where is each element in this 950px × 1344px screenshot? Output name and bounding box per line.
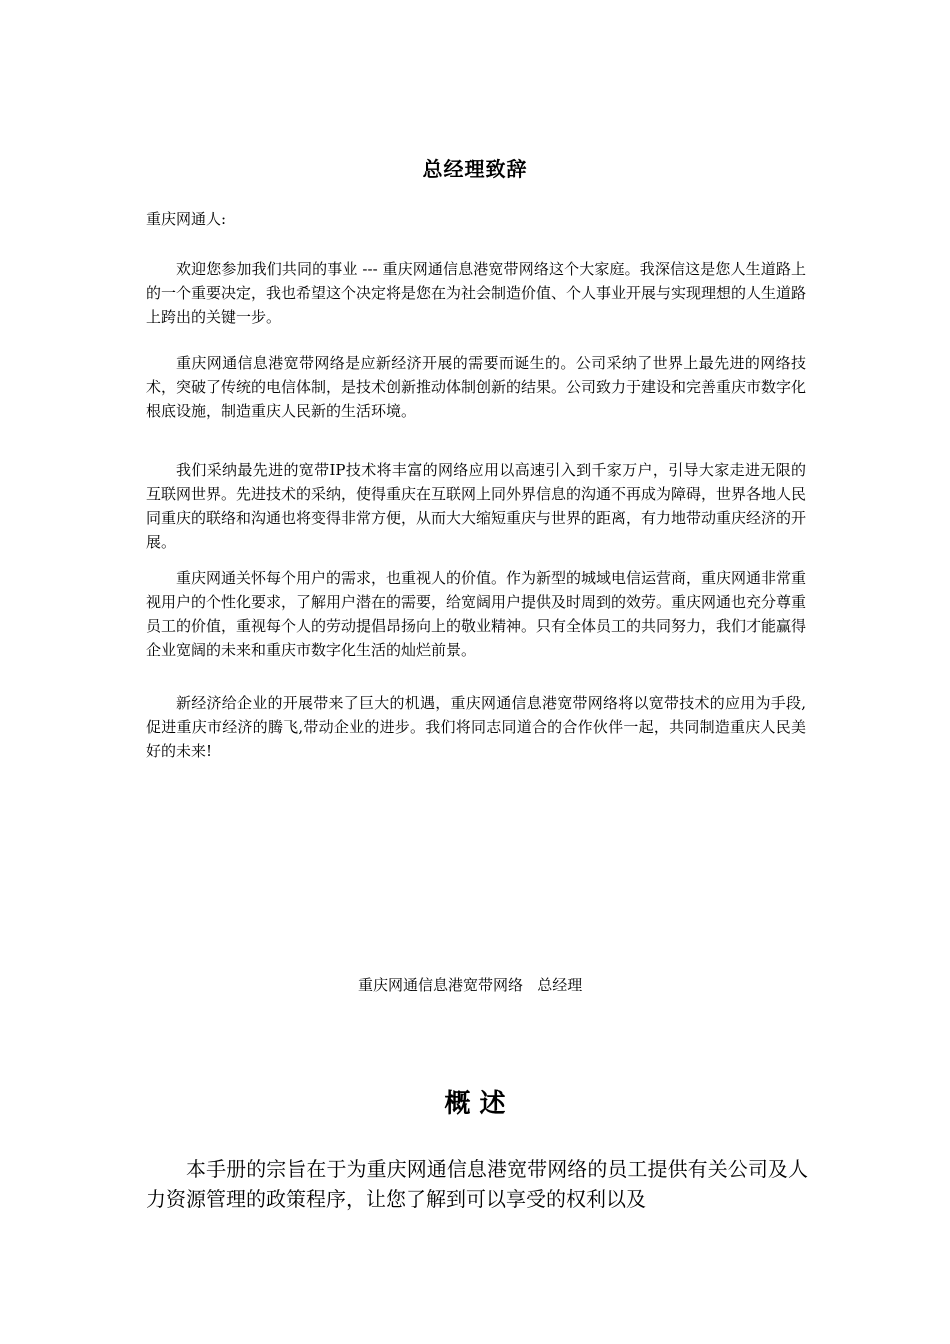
letter-paragraph: 重庆网通关怀每个用户的需求，也重视人的价值。作为新型的城域电信运营商，重庆网通非常重视用户的个性化要求，了解用户潜在的需要，给宽阔用户提供及时周到的效劳。重庆网通也充分尊重员工的价值，重视每个人的劳动提倡昂扬向上的敬业精神。只有全体员工的共同努力，我们才能赢得企业宽阔的未来和重庆市数字化生活的灿烂前景。 [146,569,807,659]
letter-signature: 重庆网通信息港宽带网络 总经理 [358,976,583,994]
letter-paragraph: 新经济给企业的开展带来了巨大的机遇，重庆网通信息港宽带网络将以宽带技术的应用为手段,促进重庆市经济的腾飞,带动企业的进步。我们将同志同道合的合作伙伴一起，共同制造重庆人民美好的未来! [146,694,806,760]
letter-paragraph: 重庆网通信息港宽带网络是应新经济开展的需要而诞生的。公司采纳了世界上最先进的网络技术，突破了传统的电信体制，是技术创新推动体制创新的结果。公司致力于建设和完善重庆市数字化根底设施，制造重庆人民新的生活环境。 [146,354,807,420]
overview-title: 概 述 [444,1089,506,1119]
letter-title: 总经理致辞 [422,157,528,181]
letter-paragraph: 欢迎您参加我们共同的事业 --- 重庆网通信息港宽带网络这个大家庭。我深信这是您人生道路上的一个重要决定，我也希望这个决定将是您在为社会制造价值、个人事业开展与实现理想的人生道路上跨出的关键一步。 [146,260,807,326]
letter-salutation: 重庆网通人: [146,210,227,228]
overview-intro: 本手册的宗旨在于为重庆网通信息港宽带网络的员工提供有关公司及人力资源管理的政策程序，让您了解到可以享受的权利以及 [146,1157,808,1211]
letter-paragraph: 我们采纳最先进的宽带IP技术将丰富的网络应用以高速引入到千家万户，引导大家走进无限的互联网世界。先进技术的采纳，使得重庆在互联网上同外界信息的沟通不再成为障碍，世界各地人民同重庆的联络和沟通也将变得非常方便，从而大大缩短重庆与世界的距离，有力地带动重庆经济的开展。 [146,461,807,551]
